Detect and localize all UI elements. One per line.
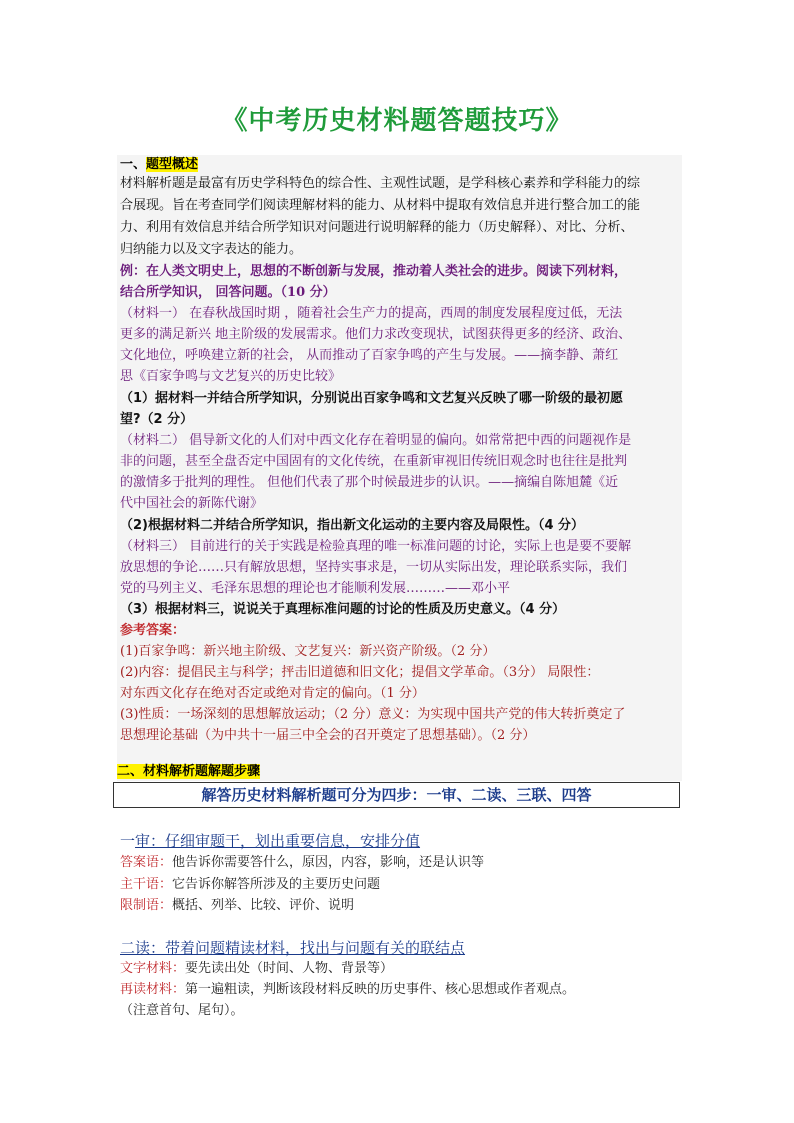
step-one-item-text: 他告诉你需要答什么，原因，内容，影响，还是认识等 [172,855,485,870]
section-two-heading [117,762,260,782]
step-one-item [120,896,354,916]
intro-line: 归纳能力以及文字表达的能力。 [120,242,303,257]
steps-summary-box: 解答历史材料解析题可分为四步：一审、二读、三联、四答 [113,782,680,808]
step-two-item-text: 要先读出处（时间、人物、背景等） [185,961,394,976]
step-one-item [120,853,484,873]
section-two-heading-text: 二、材料解析题解题步骤 [117,764,261,779]
question-two-line: （2)根据材料二并结合所学知识，指出新文化运动的主要内容及局限性。（4 分） [120,518,585,533]
step-one-title-prefix: 一 [120,832,136,850]
answer-line: (1)百家争鸣：新兴地主阶级、文艺复兴：新兴资产阶级。（2 分） [120,644,496,659]
step-two-item [120,980,575,1000]
material-one-line: （材料一） 在春秋战国时期 ，随着社会生产力的提高，西周的制度发展程度过低，无法 [120,306,623,321]
step-two-item-label: 再读材料： [120,982,186,997]
step-one-item-text: 它告诉你解答所涉及的主要历史问题 [172,877,381,892]
answer-line: (3)性质：一场深刻的思想解放运动；（2 分）意义：为实现中国共产党的伟大转折奠定了 [120,707,626,722]
step-two-title [120,937,465,958]
question-one-line: （1）据材料一并结合所学知识，分别说出百家争鸣和文艺复兴反映了哪一阶级的最初愿 [120,391,624,406]
step-one-item-label: 主干语： [120,877,173,892]
question-three-line: （3）根据材料三，说说关于真理标准问题的讨论的性质及历史意义。（4 分） [120,602,566,617]
question-one-line: 望?（2 分） [120,412,194,427]
intro-line: 力、利用有效信息并结合所学知识对问题进行说明解释的能力（历史解释）、对比、分析、 [120,220,634,235]
step-two-continuation: （注意首句、尾句）。 [120,1003,244,1018]
step-two-title-text: 二读：带着问题精读材料，找出与问题有关的联结点 [120,939,466,957]
section-one-number: 一、 [120,157,147,172]
step-two-item-label: 文字材料： [120,961,186,976]
answer-line: 思想理论基础（为中共十一届三中全会的召开奠定了思想基础）。（2 分） [120,728,536,743]
page-title: 《中考历史材料题答题技巧》 [221,106,573,136]
step-one-title [120,830,420,851]
step-one-item-label: 答案语： [120,855,173,870]
step-one-item [120,875,380,895]
material-two-line: 非的问题，甚至全盘否定中国固有的文化传统，在重新审视旧传统旧观念时也往往是批判 [120,454,628,469]
material-three-line: 放思想的争论……只有解放思想，坚持实事求是，一切从实际出发，理论联系实际，我们 [120,560,628,575]
intro-line: 合展现。旨在考查同学们阅读理解材料的能力、从材料中提取有效信息并进行整合加工的能 [120,198,641,213]
answer-line: (2)内容：提倡民主与科学；抨击旧道德和旧文化；提倡文学革命。（3分） 局限性： [120,665,600,680]
material-one-line: 文化地位，呼唤建立新的社会， 从而推动了百家争鸣的产生与发展。——摘李静、萧红 [120,348,619,363]
example-line: 结合所学知识， 回答问题。（10 分） [120,285,336,300]
material-two-line: 代中国社会的新陈代谢》 [120,496,264,511]
answer-heading: 参考答案： [120,623,186,638]
material-two-line: （材料二） 倡导新文化的人们对中西文化存在着明显的偏向。如常常把中西的问题视作是 [120,433,632,448]
material-one-line: 更多的满足新兴 地主阶级的发展需求。他们力求改变现状，试图获得更多的经济、政治、 [120,327,632,342]
step-two-item [120,959,393,979]
material-two-line: 的激情多于批判的理性。 但他们代表了那个时候最进步的认识。——摘编自陈旭麓《近 [120,475,619,490]
intro-line: 材料解析题是最富有历史学科特色的综合性、主观性试题，是学科核心素养和学科能力的综 [120,176,641,191]
example-line: 例：在人类文明史上，思想的不断创新与发展，推动着人类社会的进步。阅读下列材料， [120,264,628,279]
step-two-item-text: 第一遍粗读，判断该段材料反映的历史事件、核心思想或作者观点。 [185,982,576,997]
step-one-item-label: 限制语： [120,898,173,913]
section-one-heading [120,155,198,175]
section-one-heading-text: 题型概述 [146,157,199,172]
material-three-line: 党的马列主义、毛泽东思想的理论也才能顺利发展………——邓小平 [120,581,511,596]
step-one-item-text: 概括、列举、比较、评价、说明 [172,898,355,913]
material-three-line: （材料三） 目前进行的关于实践是检验真理的唯一标准问题的讨论，实际上也是要不要解 [120,539,632,554]
material-one-line: 思《百家争鸣与文艺复兴的历史比较》 [120,369,342,384]
answer-line: 对东西文化存在绝对否定或绝对肯定的偏向。（1 分） [120,686,425,701]
step-one-title-text: 审：仔细审题干，划出重要信息，安排分值 [135,832,421,850]
